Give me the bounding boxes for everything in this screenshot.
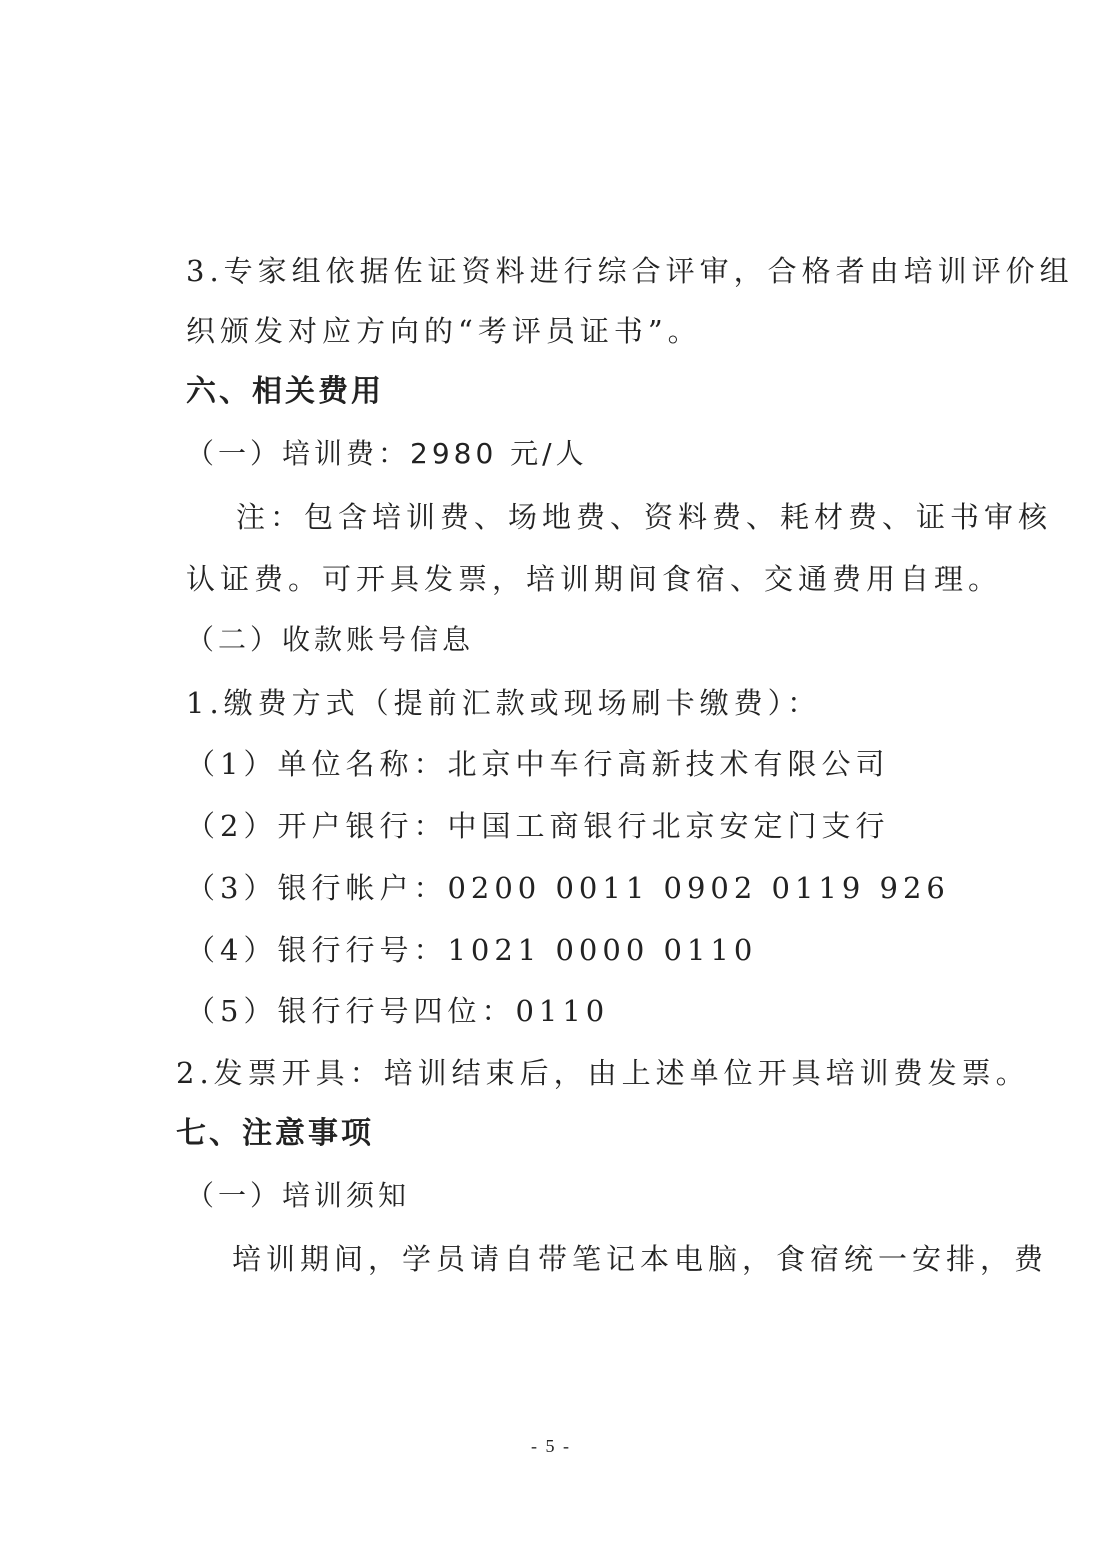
page-number: - 5 - bbox=[531, 1436, 571, 1456]
list-item: （2）开户银行：中国工商银行北京安定门支行 bbox=[186, 809, 890, 843]
para-line: 培训期间，学员请自带笔记本电脑，食宿统一安排，费 bbox=[232, 1242, 1049, 1276]
list-item: （1）单位名称：北京中车行高新技术有限公司 bbox=[186, 747, 890, 781]
list-item: 2.发票开具：培训结束后，由上述单位开具培训费发票。 bbox=[176, 1056, 1030, 1090]
subsection-heading: （一）培训费：2980 元/人 bbox=[186, 437, 588, 470]
section-heading: 六、相关费用 bbox=[186, 374, 384, 409]
subsection-heading: （一）培训须知 bbox=[186, 1179, 411, 1212]
list-item: （5）银行行号四位：0110 bbox=[186, 994, 610, 1028]
para-line: 认证费。可开具发票，培训期间食宿、交通费用自理。 bbox=[186, 562, 1003, 596]
subsection-heading: （二）收款账号信息 bbox=[186, 623, 475, 656]
list-item: 1.缴费方式（提前汇款或现场刷卡缴费）： bbox=[186, 686, 822, 720]
para-line: 织颁发对应方向的“考评员证书”。 bbox=[186, 314, 702, 348]
list-item: （4）银行行号：1021 0000 0110 bbox=[186, 933, 758, 967]
para-line: 3.专家组依据佐证资料进行综合评审，合格者由培训评价组 bbox=[186, 254, 1074, 288]
section-heading: 七、注意事项 bbox=[176, 1116, 374, 1151]
para-line: 注：包含培训费、场地费、资料费、耗材费、证书审核 bbox=[236, 500, 1053, 534]
list-item: （3）银行帐户：0200 0011 0902 0119 926 bbox=[186, 871, 950, 905]
